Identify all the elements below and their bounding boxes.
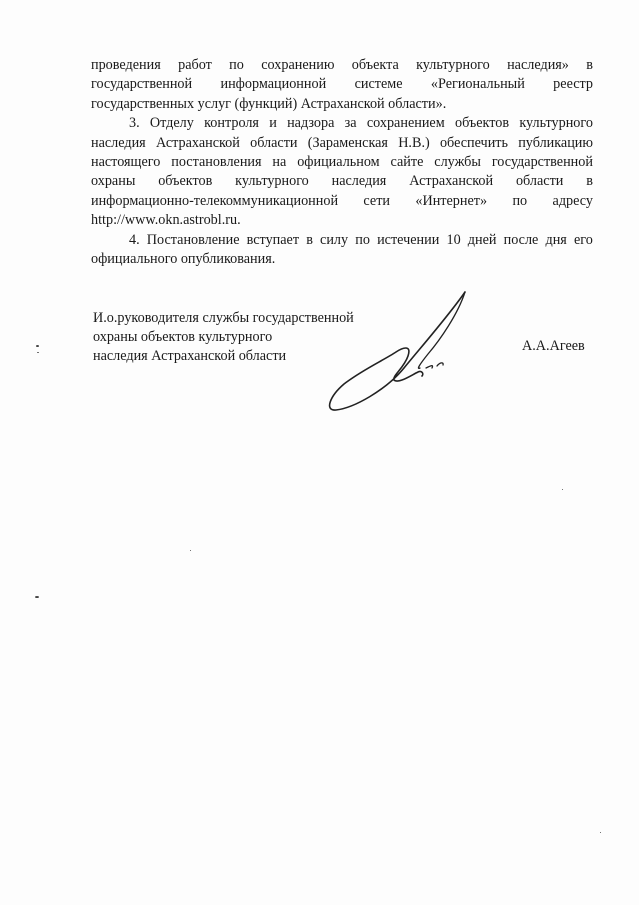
word: по: [355, 231, 370, 248]
word: его: [573, 231, 593, 248]
word: настоящего: [91, 153, 161, 170]
text-line: [91, 114, 593, 133]
word: дней: [467, 231, 497, 248]
word: вступает: [246, 231, 300, 248]
word: наследия»: [507, 57, 569, 73]
word: сети: [363, 192, 390, 209]
text-line: государственных услуг (функций) Астраханской области».: [91, 95, 447, 112]
word: информационно-телекоммуникационной: [91, 192, 339, 209]
word: надзора: [287, 115, 335, 132]
word: области: [515, 173, 564, 190]
text-line: [91, 56, 593, 75]
word: реестр: [553, 76, 593, 93]
text-line: [91, 134, 593, 153]
handwritten-signature: [322, 284, 482, 424]
word: обеспечить: [439, 134, 508, 151]
word: официальном: [297, 153, 380, 170]
paragraph-number: 4.: [129, 231, 140, 248]
word: постановления: [171, 153, 262, 170]
word: государственной: [91, 76, 193, 93]
word: службы: [434, 153, 481, 170]
word: Отделу: [149, 115, 194, 132]
word: на: [272, 153, 287, 170]
paragraph-number: 3.: [129, 115, 140, 132]
word: адресу: [552, 192, 593, 209]
signatory-position: [93, 309, 354, 366]
word: по: [512, 192, 528, 209]
word: за: [344, 115, 357, 132]
word: культурного: [416, 57, 490, 73]
scan-speck: [37, 352, 39, 353]
word: в: [586, 57, 593, 73]
position-line: охраны объектов культурного: [93, 329, 273, 345]
signer-name: А.А.Агеев: [522, 338, 585, 354]
text-line: официального опубликования.: [91, 250, 276, 267]
word: «Региональный: [430, 76, 525, 93]
word: работ: [178, 57, 212, 73]
word: культурного: [519, 115, 593, 132]
text-line: [91, 75, 593, 94]
word: наследия: [91, 134, 146, 151]
scan-speck: [600, 832, 601, 833]
word: области: [250, 134, 298, 151]
word: «Интернет»: [415, 192, 488, 209]
word: (Зараменская: [307, 134, 388, 151]
word: культурного: [235, 173, 309, 190]
word: в: [586, 173, 593, 190]
scan-speck: [36, 345, 39, 347]
word: в: [306, 231, 313, 248]
word: проведения: [91, 57, 161, 73]
text-line: [91, 231, 593, 250]
position-line: наследия Астраханской области: [93, 348, 287, 364]
word: после: [503, 231, 539, 248]
word: сайте: [390, 153, 424, 170]
word: по: [229, 57, 244, 73]
word: Астраханской: [409, 173, 494, 190]
word: Астраханской: [155, 134, 240, 151]
document-body: [91, 56, 593, 269]
word: сохранению: [261, 57, 335, 73]
word: информационной: [220, 76, 327, 93]
scan-speck: [190, 550, 191, 551]
word: государственной: [491, 153, 593, 170]
word: сохранением: [366, 115, 445, 132]
word: Н.В.): [398, 134, 430, 151]
word: дня: [545, 231, 567, 248]
scan-speck: [35, 596, 39, 598]
text-line: [91, 192, 593, 211]
word: силу: [320, 231, 349, 248]
position-line: И.о.руководителя службы государственной: [93, 310, 354, 326]
word: объектов: [158, 173, 213, 190]
word: и: [269, 115, 277, 132]
word: объектов: [454, 115, 510, 132]
word: объекта: [351, 57, 399, 73]
word: системе: [354, 76, 403, 93]
word: Постановление: [146, 231, 240, 248]
word: публикацию: [518, 134, 593, 151]
word: контроля: [204, 115, 259, 132]
scan-speck: [562, 489, 563, 490]
text-line: [91, 172, 593, 191]
word: 10: [446, 231, 461, 248]
word: истечении: [377, 231, 440, 248]
word: охраны: [91, 173, 136, 190]
text-line: [91, 153, 593, 172]
word: наследия: [331, 173, 387, 190]
url-text: http://www.okn.astrobl.ru.: [91, 212, 241, 229]
